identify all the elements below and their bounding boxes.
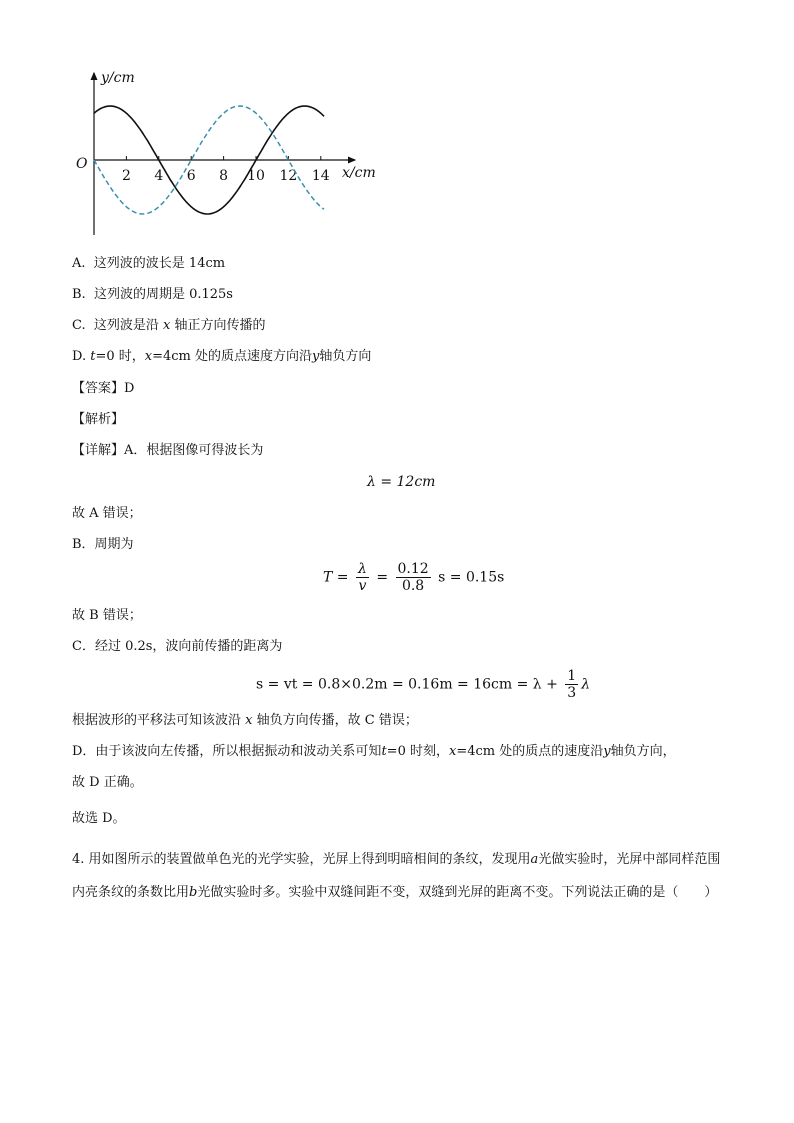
- equation-period: T = $\frac{\lambda}{v}$ = $\frac{0.12}{0.8}$ s = 0.15s: [323, 561, 505, 594]
- fraction-012-over-08: $\frac{0.12}{0.8}$: [397, 561, 429, 594]
- option-a: A. 这列波的波长是 14cm: [72, 256, 226, 271]
- detail-d-text: D．由于该波向左传播，所以根据振动和波动关系可知t=0 时刻，x=4cm 处的质点的速度沿y轴负方向，: [72, 744, 676, 759]
- option-d: D. t=0 时，x=4cm 处的质点速度方向沿y轴负方向: [72, 349, 372, 364]
- y-axis-label: y/cm: [101, 70, 135, 86]
- detail-b-conclusion: 故 B 错误；: [72, 608, 142, 623]
- question-4: 4. 用如图所示的装置做单色光的光学实验，光屏上得到明暗相间的条纹，发现用a光做实验时，光屏中部同样范围内亮条纹的条数比用b光做实验时多。实验中双缝间距不变，双缝到光屏的距离不变。下列说法正确的是（ ）: [72, 852, 721, 900]
- x-tick-label: 12: [279, 168, 298, 184]
- final-answer: 故选 D。: [72, 811, 126, 826]
- detail-b-intro: B．周期为: [72, 537, 134, 552]
- x-tick-label: 2: [121, 168, 131, 184]
- option-c: C. 这列波是沿 x 轴正方向传播的: [72, 318, 266, 333]
- fraction-one-third: $\frac{1}{3}$: [567, 668, 577, 701]
- detail-c-conclusion: 根据波形的平移法可知该波沿 x 轴负方向传播，故 C 错误；: [72, 713, 418, 728]
- x-tick-label: 8: [219, 168, 229, 184]
- detail-a-conclusion: 故 A 错误；: [72, 506, 142, 521]
- x-axis-label: x/cm: [342, 165, 376, 181]
- option-b: B. 这列波的周期是 0.125s: [72, 287, 233, 302]
- fraction-lambda-over-v: $\frac{\lambda}{v}$: [357, 561, 367, 594]
- detail-c-intro: C．经过 0.2s，波向前传播的距离为: [72, 639, 283, 654]
- origin-label: O: [76, 156, 88, 172]
- answer-line: 【答案】D: [72, 381, 135, 396]
- x-tick-label: 14: [311, 168, 330, 184]
- detail-d-conclusion: 故 D 正确。: [72, 775, 143, 790]
- equation-distance: s = vt = 0.8×0.2m = 0.16m = 16cm = λ + $\frac{1}{3}$ λ: [256, 668, 591, 701]
- detail-a-intro: 【详解】A．根据图像可得波长为: [72, 443, 264, 458]
- x-tick-label: 4: [154, 168, 164, 184]
- x-tick-label: 6: [186, 168, 196, 184]
- analysis-label: 【解析】: [72, 412, 125, 427]
- x-tick-label: 10: [247, 168, 265, 184]
- wave-graph: [70, 65, 390, 240]
- equation-lambda: λ = 12cm: [367, 474, 436, 490]
